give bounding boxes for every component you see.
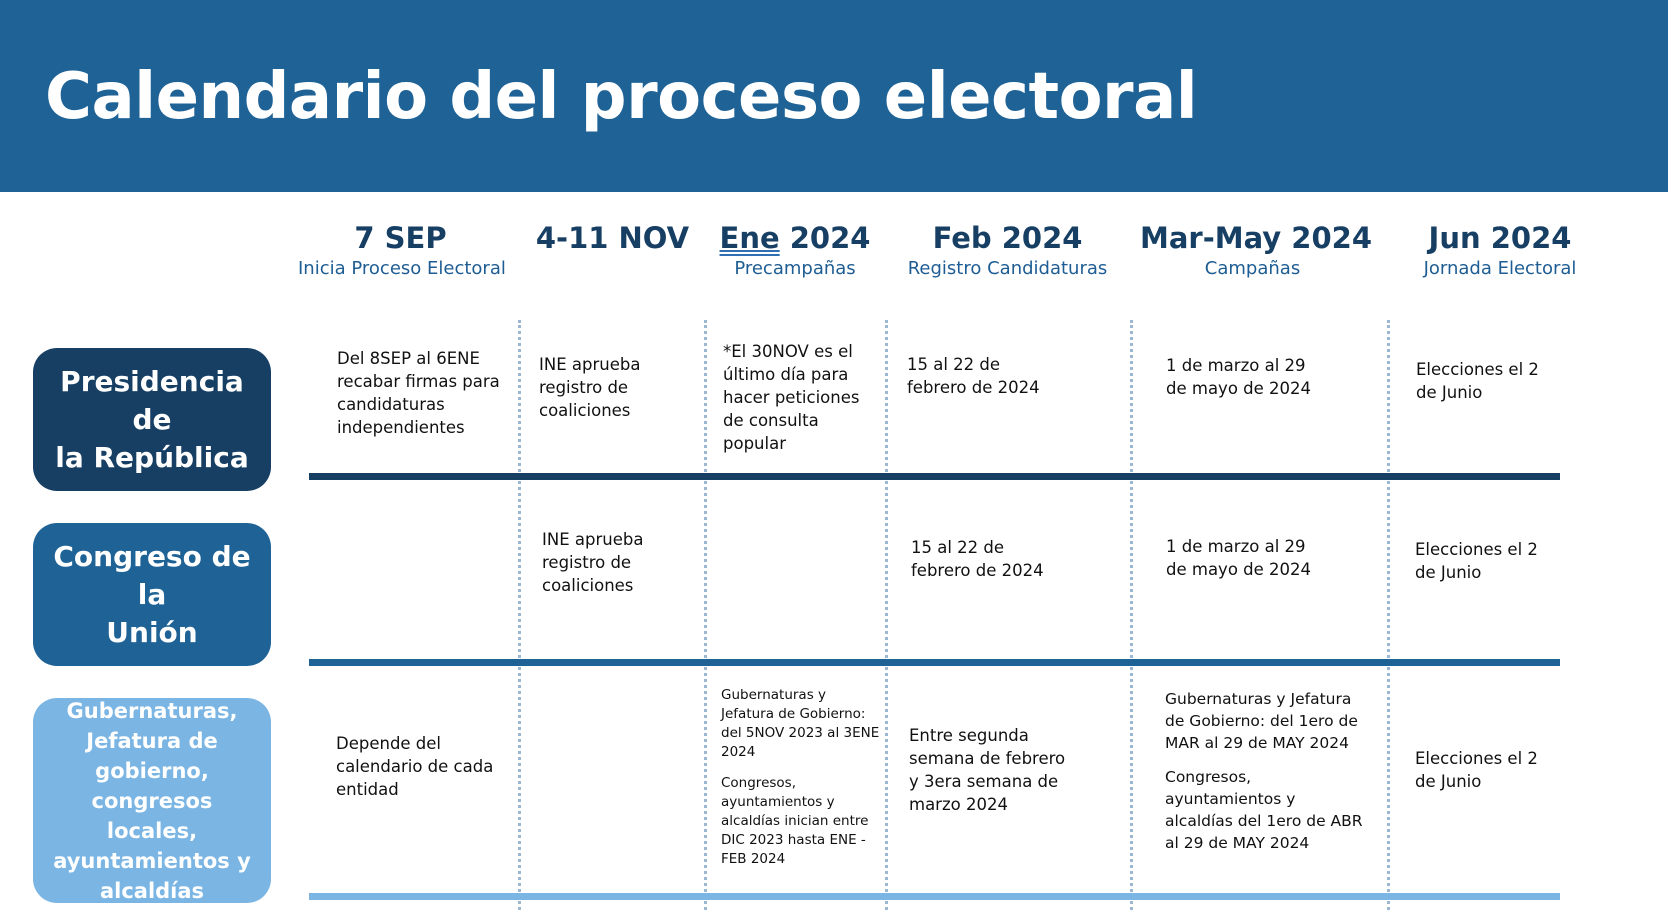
column-header-jun <box>1400 220 1600 282</box>
column-header-ene <box>710 220 880 282</box>
cell-paragraph: Congresos, ayuntamientos y alcaldías del 1ero de ABR al 29 de MAY 2024 <box>1165 768 1363 852</box>
column-label: Precampañas <box>734 258 856 279</box>
row-label-line: Presidencia de <box>60 364 244 436</box>
column-divider <box>1130 320 1133 910</box>
header-banner <box>0 0 1668 192</box>
row-separator-congreso <box>309 659 1560 666</box>
column-date-month: Ene <box>719 221 780 255</box>
row-label-congreso <box>33 523 271 666</box>
column-date: 4-11 NOV <box>535 221 690 255</box>
column-label: Registro Candidaturas <box>907 258 1108 279</box>
column-label: Jornada Electoral <box>1423 258 1577 279</box>
cell-locales-feb: Entre segunda semana de febrero y 3era semana de marzo 2024 <box>909 726 1066 814</box>
column-label: Campañas <box>1204 258 1301 279</box>
page-title: Calendario del proceso electoral <box>45 60 1198 134</box>
cell-paragraph: Congresos, ayuntamientos y alcaldías inician entre DIC 2023 hasta ENE - FEB 2024 <box>721 775 869 867</box>
column-date: Jun 2024 <box>1428 221 1572 255</box>
row-label-line: Unión <box>106 615 198 649</box>
column-date-year: 2024 <box>779 221 871 255</box>
row-separator-locales <box>309 893 1560 900</box>
column-divider <box>885 320 888 910</box>
cell-presidencia-nov: INE aprueba registro de coaliciones <box>539 355 641 420</box>
column-header-nov <box>525 220 700 256</box>
cell-congreso-jun: Elecciones el 2 de Junio <box>1415 540 1538 582</box>
cell-locales-jun: Elecciones el 2 de Junio <box>1415 749 1538 791</box>
cell-presidencia-feb: 15 al 22 de febrero de 2024 <box>907 355 1040 397</box>
column-date: Mar-May 2024 <box>1140 221 1373 255</box>
row-label-presidencia <box>33 348 271 491</box>
column-header-marmay <box>1140 220 1373 282</box>
column-date: 7 SEP <box>354 221 447 255</box>
cell-congreso-feb: 15 al 22 de febrero de 2024 <box>911 538 1044 580</box>
cell-paragraph: Gubernaturas y Jefatura de Gobierno: del 5NOV 2023 al 3ENE 2024 <box>721 687 880 760</box>
cell-locales-sep: Depende del calendario de cada entidad <box>336 734 494 799</box>
column-label: Inicia Proceso Electoral <box>298 258 506 279</box>
row-label-line: la República <box>55 440 249 474</box>
column-date <box>710 220 880 256</box>
column-header-sep <box>298 220 506 282</box>
column-divider <box>518 320 521 910</box>
cell-paragraph: Gubernaturas y Jefatura de Gobierno: del 1ero de MAR al 29 de MAY 2024 <box>1165 690 1358 752</box>
cell-locales-ene <box>721 686 881 869</box>
column-divider <box>704 320 707 910</box>
column-divider <box>1387 320 1390 910</box>
column-date: Feb 2024 <box>932 221 1083 255</box>
cell-presidencia-ene: *El 30NOV es el último día para hacer peticiones de consulta popular <box>723 342 860 453</box>
cell-presidencia-sep: Del 8SEP al 6ENE recabar firmas para candidaturas independientes <box>337 349 500 437</box>
cell-congreso-nov: INE aprueba registro de coaliciones <box>542 530 644 595</box>
cell-locales-marmay <box>1165 688 1365 854</box>
cell-presidencia-marmay: 1 de marzo al 29 de mayo de 2024 <box>1166 356 1312 398</box>
cell-congreso-marmay: 1 de marzo al 29 de mayo de 2024 <box>1166 537 1312 579</box>
row-label-locales <box>33 698 271 903</box>
row-label-line: Congreso de la <box>53 539 251 611</box>
row-separator-presidencia <box>309 473 1560 480</box>
row-label-text: Gubernaturas, Jefatura de gobierno, congresos locales, ayuntamientos y alcaldías <box>53 698 251 903</box>
cell-presidencia-jun: Elecciones el 2 de Junio <box>1416 360 1539 402</box>
column-header-feb <box>900 220 1115 282</box>
